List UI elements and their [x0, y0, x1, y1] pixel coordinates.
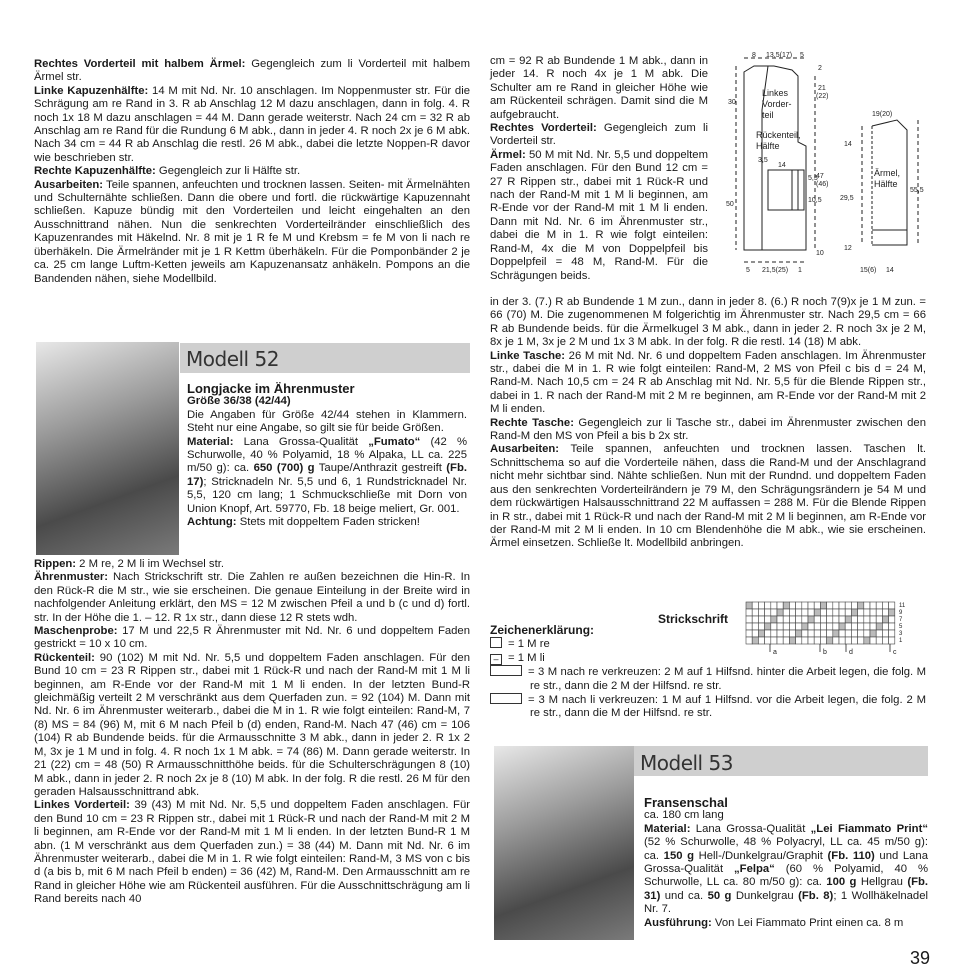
modell-53-description [644, 796, 928, 930]
row-number: 9 [899, 610, 903, 616]
paragraph: Ährenmuster: Nach Strickschrift str. Die Zahlen re außen bezeichnen die Hin-R. In den Rück-R die M str., wie sie erscheinen. Die genaue Einteilung in der Breite wird in nachfolgender Anleitung erklärt, den MS = 12 M zwischen Pfeil a und b (c und d) fortl. str. In der Höhe die 1. – 12. R 1x str., dann diese 12 R stets wdh. [34, 571, 470, 624]
chart-cell [827, 609, 833, 616]
chart-cell [876, 609, 882, 616]
dim-label: 21,5(25) [762, 267, 789, 274]
dim-label: 21 [818, 85, 826, 92]
svg-text:Hälfte: Hälfte [756, 141, 780, 151]
modell-52-title: Longjacke im Ährenmuster [187, 381, 355, 396]
svg-text:teil: teil [762, 110, 774, 120]
cable-left-symbol-icon [490, 693, 522, 704]
chart-cell [851, 609, 857, 616]
front-piece-label: Linkes [762, 88, 789, 98]
left-top-text [34, 58, 470, 286]
chart-cell [814, 609, 820, 616]
chart-cell [752, 609, 758, 616]
arrow-label: d [849, 649, 853, 656]
dim-label: 10,5 [808, 197, 822, 204]
chart-cell [876, 616, 882, 623]
arrow-label: b [823, 649, 827, 656]
paragraph: Ärmel: 50 M mit Nd. Nr. 5,5 und doppeltem Faden anschlagen. Für den Bund 12 cm = 27 R Rippen str., dabei mit 1 Rück-R und nach der Rand-M mit 1 M li beginnen, am R-Ende vor der Rand-M mit 1 M li enden. Dann mit Nd. Nr. 6 im Ährenmuster str., dabei die M in 1. R wie folgt einteilen: Rand-M, 4x die M von Doppelpfeil bis Doppelpfeil = 48 M, Rand-M. Für die Schrägungen beids. [490, 148, 708, 282]
dim-label: 14 [778, 162, 786, 169]
chart-cell [870, 616, 876, 623]
chart-cell [870, 609, 876, 616]
modell-53-photo [494, 746, 634, 940]
purl-symbol-icon: – [490, 654, 502, 665]
legend [490, 624, 926, 721]
chart-cell [858, 609, 864, 616]
legend-item: = 3 M nach re verkreuzen: 2 M auf 1 Hilfsnd. hinter die Arbeit legen, die folg. M re str., dann die 2 M der Hilfsnd. re str. [490, 665, 926, 693]
paragraph: Rechte Tasche: Gegengleich zur li Tasche str., dabei im Ährenmuster zwischen den Rand-M den MS von Pfeil a bis b 2x str. [490, 416, 926, 443]
chart-cell [808, 616, 814, 623]
dim-label: 30 [728, 99, 736, 106]
chart-cell [833, 616, 839, 623]
dim-label: 47 [816, 173, 824, 180]
chart-cell [746, 609, 752, 616]
chart-cell [882, 616, 888, 623]
paragraph: Rippen: 2 M re, 2 M li im Wechsel str. [34, 558, 224, 570]
chart-cell [796, 616, 802, 623]
row-number: 5 [899, 624, 903, 630]
chart-cell [845, 609, 851, 616]
chart-cell [752, 616, 758, 623]
chart-cell [758, 616, 764, 623]
chart-cell [777, 609, 783, 616]
chart-cell [827, 602, 833, 609]
chart-cell [783, 602, 789, 609]
chart-cell [845, 602, 851, 609]
chart-cell [746, 616, 752, 623]
chart-cell [845, 616, 851, 623]
modell-52-photo [36, 342, 179, 555]
svg-text:Vorder-: Vorder- [762, 99, 792, 109]
paragraph: Linke Tasche: 26 M mit Nd. Nr. 6 und doppeltem Faden anschlagen. Im Ährenmuster str., dabei die M in 1. R wie folgt einteilen: Rand-M, 2 MS von Pfeil c bis d = 24 M, Rand-M. Nach 10,5 cm = 24 R ab Anschlag mit Nd. Nr. 5,5 für die Blende Rippen str., dabei in 1. R nach der Rand-M mit 2 M re beginnen, am R-Ende vor der Rand-M mit 2 M li enden. [490, 349, 927, 416]
dim-label: 14 [844, 141, 852, 148]
chart-cell [765, 616, 771, 623]
chart-cell [839, 609, 845, 616]
chart-cell [876, 602, 882, 609]
chart-cell [870, 602, 876, 609]
chart-cell [889, 602, 895, 609]
chart-cell [796, 609, 802, 616]
legend-item: = 3 M nach li verkreuzen: 1 M auf 1 Hilfsnd. vor die Arbeit legen, die folg. 2 M re str., dann die M der Hilfsnd. re str. [490, 693, 926, 721]
chart-cell [771, 616, 777, 623]
chart-cell [882, 602, 888, 609]
paragraph: Rückenteil: 90 (102) M mit Nd. Nr. 5,5 und doppeltem Faden anschlagen. Für den Bund 10 cm = 23 R Rippen str., dabei mit 1 Rück-R und nach der Rand-M mit 1 M li beginnen, am R-Ende vor der Rand-M mit 1 M li enden. In der letzten Bund-R gleichmäßig verteilt 2 M verschränkt aus dem Querfaden zun. = 92 (104) M. Dann mit Nd. Nr. 6 im Ährenmuster weiterarb., dabei die M in 1. R wie folgt einteilen: Rand-M, 7 (8) MS = 84 (96) M, mit 6 M nach Pfeil b (d) enden, Rand-M. Nach 47 (46) cm = 106 (104) R ab Bundende beids. für die Armausschnitte 3 M abk., dann in jeder 2. R 1x 2 M, 3x je 1 M und in folg. 4. R noch 1x 1 M abk. = 74 (86) M. Dann gerade weiterstr. In 21 (22) cm = 48 (50) R Armausschnitthöhe beids. für die Schulterschrägungen 8 (10) M abk., dann in jeder 2. R noch 2x je 8 (10) M abk. In der folg. R die restl. 26 M für den geraden Halsausschnittrand abk. [34, 651, 470, 798]
chart-cell [808, 609, 814, 616]
chart-cell [771, 602, 777, 609]
modell-53-size: ca. 180 cm lang [644, 809, 724, 822]
chart-cell [771, 609, 777, 616]
dim-label: 14 [886, 267, 894, 274]
chart-cell [851, 616, 857, 623]
legend-item: = 1 M re [490, 637, 926, 651]
dim-label: 15(6) [860, 267, 877, 274]
paragraph: Rechte Kapuzenhälfte: Gegengleich zur li Hälfte str. [34, 165, 301, 178]
chart-cell [802, 609, 808, 616]
right-narrow-text [490, 55, 708, 283]
dim-label: (46) [816, 181, 829, 188]
paragraph: in der 3. (7.) R ab Bundende 1 M zun., dann in jeder 8. (6.) R noch 7(9)x je 1 M zun. = 66 (70) M. Die zugenommenen M folgerichtig im Ährenmuster str. Nach 29,5 cm = 66 R ab Bundende beids. für die Ärmelkugel 3 M abk., dann in jeder 2. R noch 3x je 2 M, 8x je 1 M, 3x je 2 M und 1x 3 M abk. In der folg. R die restl. 14 (18) M abk. [490, 296, 926, 349]
chart-cell [864, 609, 870, 616]
legend-title: Zeichenerklärung: [490, 623, 595, 637]
paragraph: Ausarbeiten: Teile spannen, anfeuchten und trocknen lassen. Taschen lt. Schnittschema so auf die Vorderteile nähen, dass die Rand-M und der Anschlagrand nicht mehr sichtbar sind. Nähte schließen. Nun mit der Rundnd. und doppeltem Faden aus den senkrechten Vorderteilrändern je 79 M, den Schrägungsrändern je 54 M und dem rückwärtigen Halsausschnittrand 22 M auffassen = 288 M. Für die Blende Rippen in R str., dabei mit 1 Rück-R und nach der Rand-M mit 2 M li beginnen, am R-Ende vor der Rand-M mit 2 M li enden. In 10 cm Blendenhöhe die M abk., wie sie erscheinen. Ärmel einsetzen. Schließe lt. Modellbild anbringen. [490, 443, 926, 550]
chart-cell [889, 609, 895, 616]
dim-label: 12 [844, 245, 852, 252]
row-number: 11 [899, 603, 906, 609]
dim-label: 8 [752, 52, 756, 59]
row-number: 3 [899, 631, 903, 637]
arrow-label: a [773, 649, 777, 656]
modell-53-material: Material: Lana Grossa-Qualität „Lei Fiammato Print“ (52 % Schurwolle, 48 % Polyacryl, LL ca. 45 m/50 g): ca. 150 g Hell-/Dunkelgrau/Graphit (Fb. 110) und Lana Grossa-Qualität „Felpa“ (60 % Polyamid, 40 % Schurwolle, LL ca. 80 m/50 g): ca. 100 g Hellgrau (Fb. 31) und ca. 50 g Dunkelgrau (Fb. 8); 1 Wollhäkelnadel Nr. 7. [644, 822, 929, 916]
chart-cell [758, 602, 764, 609]
dim-label: 5 [746, 267, 750, 274]
dim-label: 10 [816, 250, 824, 257]
modell-52-heading: Modell 52 [186, 347, 279, 371]
row-number: 1 [899, 638, 903, 644]
chart-cell [789, 609, 795, 616]
chart-cell [851, 602, 857, 609]
chart-cell [864, 616, 870, 623]
paragraph: Rechtes Vorderteil mit halbem Ärmel: Gegengleich zum li Vorderteil mit halbem Ärmel str. [34, 58, 470, 84]
chart-cell [783, 609, 789, 616]
chart-cell [814, 616, 820, 623]
paragraph: Ausarbeiten: Teile spannen, anfeuchten und trocknen lassen. Seiten- mit Ärmelnähten und Schulternähte schließen. Dann die obere und fortl. die rückwärtige Kapuzennaht schließen. Kapuze bündig mit den Vorderteilen und leicht eingehalten an den Ausschnittrand nähen. Nun die senkrechten Vorderteilränder einschließlich des Kapuzenrandes mit Häkelnd. Nr. 8 mit je 1 R fe M und Krebsm = fe M von li nach re überhäkeln. Die Ärmelränder mit je 1 R Kettm überhäkeln. Für die Pomponbänder 2 je ca. 25 cm lange Luftm-Ketten jeweils am Kapuzenansatz anhäkeln. Pompons an die Bandenden nähen, siehe Modellbild. [34, 178, 470, 285]
chart-cell [777, 602, 783, 609]
paragraph: Linkes Vorderteil: 39 (43) M mit Nd. Nr. 5,5 und doppeltem Faden anschlagen. Für den Bund 10 cm = 23 R Rippen str., dabei mit 1 Rück-R und nach der Rand-M mit 2 M li beginnen, am R-Ende vor der Rand-M mit 1 M li enden. In der letzten Bund-R 1 M abn. (1 M verschränkt aus dem Querfaden zun.) = 38 (44) M. Dann mit Nd. Nr. 6 im Ährenmuster weiterarb., dabei die M in 1. R wie folgt einteilen: Rand-M, 3 MS von c bis d (a bis b, mit 6 M nach Pfeil b enden) = 36 (42) M, Rand-M. Den Armausschnitt am re Rand in gleicher Höhe wie am Rückenteil ausführen. Für die Ausschnittschrägung am li Rand bereits nach 40 [34, 799, 470, 906]
chart-cell [833, 602, 839, 609]
left-bottom-text [34, 558, 470, 907]
chart-cell [777, 616, 783, 623]
paragraph: cm = 92 R ab Bundende 1 M abk., dann in jeder 14. R noch 4x je 1 M abk. Die Schulter am re Rand in gleicher Höhe wie am Rückenteil schrägen. Damit sind die M aufgebraucht. [490, 55, 708, 121]
chart-cell [820, 609, 826, 616]
chart-cell [789, 616, 795, 623]
chart-cell [833, 609, 839, 616]
knit-symbol-icon [490, 637, 502, 648]
modell-52-intro: Die Angaben für Größe 42/44 stehen in Klammern. Steht nur eine Angabe, so gilt sie für beide Größen. [187, 408, 467, 435]
cable-right-symbol-icon [490, 665, 522, 676]
chart-cell [752, 602, 758, 609]
dim-label: 50 [726, 201, 734, 208]
dim-label: 29,5 [840, 195, 854, 202]
row-number: 7 [899, 617, 903, 623]
modell-52-achtung: Achtung: Stets mit doppeltem Faden stricken! [187, 516, 420, 529]
right-wide-text [490, 296, 926, 551]
dim-label: 3,5 [758, 157, 768, 164]
chart-cell [820, 602, 826, 609]
chart-cell [802, 602, 808, 609]
dim-label: 1 [798, 267, 802, 274]
chart-cell [789, 602, 795, 609]
chart-cell [808, 602, 814, 609]
paragraph: Maschenprobe: 17 M und 22,5 R Ährenmuster mit Nd. Nr. 6 und doppeltem Faden gestrickt = 10 x 10 cm. [34, 625, 470, 651]
legend-item: – = 1 M li [490, 652, 926, 665]
chart-cell [814, 602, 820, 609]
chart-cell [796, 602, 802, 609]
chart-cell [765, 609, 771, 616]
dim-label: 5 [800, 52, 804, 59]
back-piece-label: Rückenteil, [756, 130, 801, 140]
chart-cell [820, 616, 826, 623]
modell-53-heading: Modell 53 [640, 751, 733, 775]
modell-52-size: Größe 36/38 (42/44) [187, 395, 291, 408]
paragraph: Rechtes Vorderteil: Gegengleich zum li Vorderteil str. [490, 122, 709, 148]
chart-cell [839, 616, 845, 623]
dim-label: 5,5 [808, 175, 818, 182]
dim-label: 19(20) [872, 111, 893, 118]
chart-cell [889, 616, 895, 623]
chart-cell [858, 616, 864, 623]
pattern-schematic [722, 50, 932, 290]
modell-52-material: Material: Lana Grossa-Qualität „Fumato“ (42 % Schurwolle, 40 % Polyamid, 18 % Alpaka, LL ca. 225 m/50 g): ca. 650 (700) g Taupe/Anthrazit gestreift (Fb. 17); Stricknadeln Nr. 5,5 und 6, 1 Rundstricknadel Nr. 5,5, 120 cm lang; 1 Schmuckschließe mit Dorn von Union Knopf, Art. 59770, Fb. 18 beige meliert, Gr. 001. [187, 435, 467, 515]
arrow-label: c [893, 649, 897, 656]
dim-label: 55,5 [910, 187, 924, 194]
dim-label: (22) [816, 93, 829, 100]
strickschrift-title: Strickschrift [658, 612, 729, 626]
chart-cell [765, 602, 771, 609]
chart-cell [746, 602, 752, 609]
chart-cell [839, 602, 845, 609]
modell-53-ausfuehrung: Ausführung: Von Lei Fiammato Print einen ca. 8 m [644, 916, 904, 929]
chart-cell [758, 609, 764, 616]
chart-cell [864, 602, 870, 609]
chart-cell [783, 616, 789, 623]
paragraph: Linke Kapuzenhälfte: 14 M mit Nd. Nr. 10 anschlagen. Im Noppenmuster str. Für die Schrägung am re Rand in 3. R ab Anschlag 12 M dazu anschlagen, dann in folg. 4. R noch 1x 18 M dazu anschlagen = 44 M. Dann gerade weiterstr. Nach 24 cm = 32 R ab Anschlag am re Rand für die Rundung 6 M abk., dann in jeder 4. R noch 2x je 6 M abk. Nach 34 cm = 44 R ab Anschlag die restl. 26 M abk., dabei die letzte Noppen-R davor wie beschrieben str. [34, 84, 471, 164]
svg-text:Hälfte: Hälfte [874, 179, 898, 189]
chart-cell [802, 616, 808, 623]
chart-cell [882, 609, 888, 616]
dim-label: 2 [818, 65, 822, 72]
sleeve-piece-label: Ärmel, [874, 168, 901, 178]
modell-52-description [187, 382, 467, 529]
modell-53-title: Fransenschal [644, 795, 728, 810]
page-number: 39 [909, 948, 930, 968]
chart-cell [858, 602, 864, 609]
chart-cell [827, 616, 833, 623]
dim-label: 13,5(17) [766, 52, 793, 59]
